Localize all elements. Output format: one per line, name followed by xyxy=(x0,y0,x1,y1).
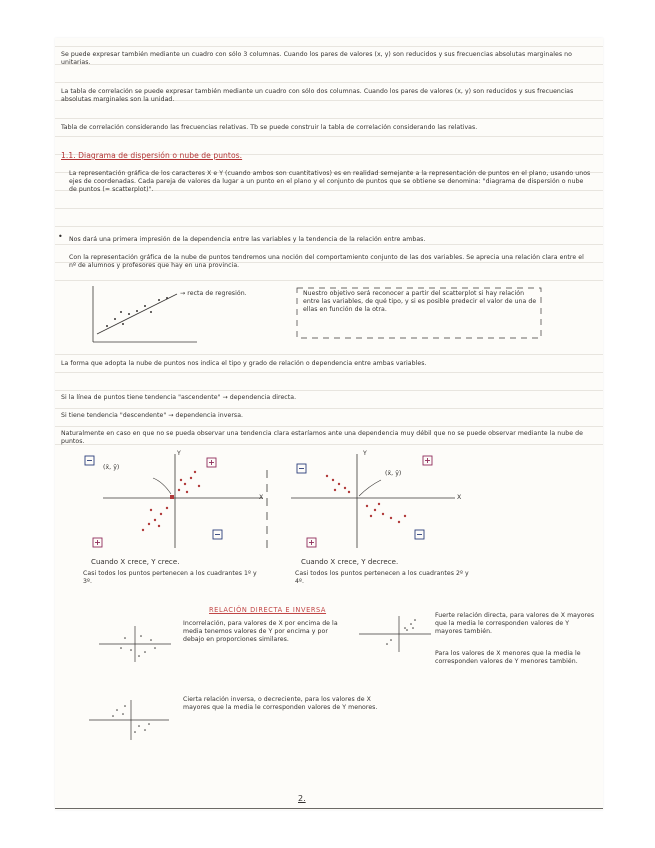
dash-weak-dependence: Naturalmente en caso en que no se pueda observar una tendencia clara estaríamos ante una dependencia muy débil que no se puede observar mediante la nube de puntos. xyxy=(61,430,583,445)
axis-y-label-left: Y xyxy=(177,450,181,457)
bullet-dot: • xyxy=(58,232,63,241)
quadrant-figure-inverse xyxy=(287,450,472,554)
mean-point-label-left: (x̄, ȳ) xyxy=(103,464,120,471)
strong-direct-note: Fuerte relación directa, para valores de X mayores que la media le corresponden valores de Y mayores también. xyxy=(435,612,595,635)
paragraph-three-columns: Se puede expresar también mediante un cuadro con sólo 3 columnas. Cuando los pares de valores (x, y) son reducidos y sus frecuencias absolutas marginales no unitarias. xyxy=(61,51,572,66)
incorrelation-mini-plot xyxy=(95,624,175,664)
paragraph-two-columns: La tabla de correlación se puede expresar también mediante un cuadro con sólo dos columnas. Cuando los pares de valores (x, y) son reducidos y sus frecuencias absolutas marginales son la unidad. xyxy=(61,88,574,103)
caption-inverse-quadrants: Casi todos los puntos pertenecen a los cuadrantes 2º y 4º. xyxy=(295,570,469,585)
direct-mini-plot xyxy=(355,614,435,654)
relation-section-title: RELACIÓN DIRECTA E INVERSA xyxy=(209,606,327,614)
incorrelation-note: Incorrelación, para valores de X por encima de la media tenemos valores de Y por encima y por debajo en proporciones similares. xyxy=(183,620,338,643)
axis-y-label-right: Y xyxy=(363,450,367,457)
inverse-mini-plot xyxy=(85,698,175,742)
footer-rule xyxy=(55,808,603,809)
caption-inverse: Cuando X crece, Y decrece. xyxy=(301,558,399,566)
regression-objective-note: Nuestro objetivo será reconocer a partir del scatterplot si hay relación entre las variables, de qué tipo, y si es posible predecir el valor de una de ellas en función de la otra. xyxy=(303,290,537,313)
mean-point-label-right: (x̄, ȳ) xyxy=(385,470,402,477)
axis-x-label-left: X xyxy=(259,494,264,501)
page-footer xyxy=(55,790,603,810)
regression-line-label: → recta de regresión. xyxy=(180,290,247,297)
weak-inverse-note: Cierta relación inversa, o decreciente, para los valores de X mayores que la media le corresponden valores de Y menores. xyxy=(183,696,378,711)
strong-direct-note-2: Para los valores de X menores que la media le corresponden valores de Y menores también. xyxy=(435,650,581,665)
axis-x-label-right: X xyxy=(457,494,462,501)
dash-descending: Si tiene tendencia "descendente" → dependencia inversa. xyxy=(61,412,244,419)
paragraph-relative-frequencies: Tabla de correlación considerando las frecuencias relativas. Tb se puede construir la tabla de correlación considerando las relativas. xyxy=(61,124,478,131)
dash-cloud-shape: La forma que adopta la nube de puntos nos indica el tipo y grado de relación o dependencia entre ambas variables. xyxy=(61,360,427,367)
section-title: 1.1. Diagrama de dispersión o nube de puntos. xyxy=(61,151,243,160)
page-number: 2. xyxy=(298,794,306,803)
bullet-first-impression: Nos dará una primera impresión de la dependencia entre las variables y la tendencia de la relación entre ambas. xyxy=(69,236,426,243)
notebook-page xyxy=(55,38,603,810)
caption-direct: Cuando X crece, Y crece. xyxy=(91,558,180,566)
dash-ascending: Si la línea de puntos tiene tendencia "ascendente" → dependencia directa. xyxy=(61,394,297,401)
figure-separator xyxy=(265,470,269,550)
section-intro: La representación gráfica de los caracteres X e Y (cuando ambos son cuantitativos) es en realidad semejante a la representación de puntos en el plano, usando unos ejes de coordenadas. Cada pareja de valores da lugar a un punto en el plano y el conjunto de puntos que se obtiene se denomina: "diagrama de dispersión o nube de puntos (= scatterplot)". xyxy=(69,170,591,193)
bullet-joint-behaviour: Con la representación gráfica de la nube de puntos tendremos una noción del comportamiento conjunto de las dos variables. Se aprecia una relación clara entre el nº de alumnos y profesores que hay en una provincia. xyxy=(69,254,584,269)
caption-direct-quadrants: Casi todos los puntos pertenecen a los cuadrantes 1º y 3º. xyxy=(83,570,257,585)
